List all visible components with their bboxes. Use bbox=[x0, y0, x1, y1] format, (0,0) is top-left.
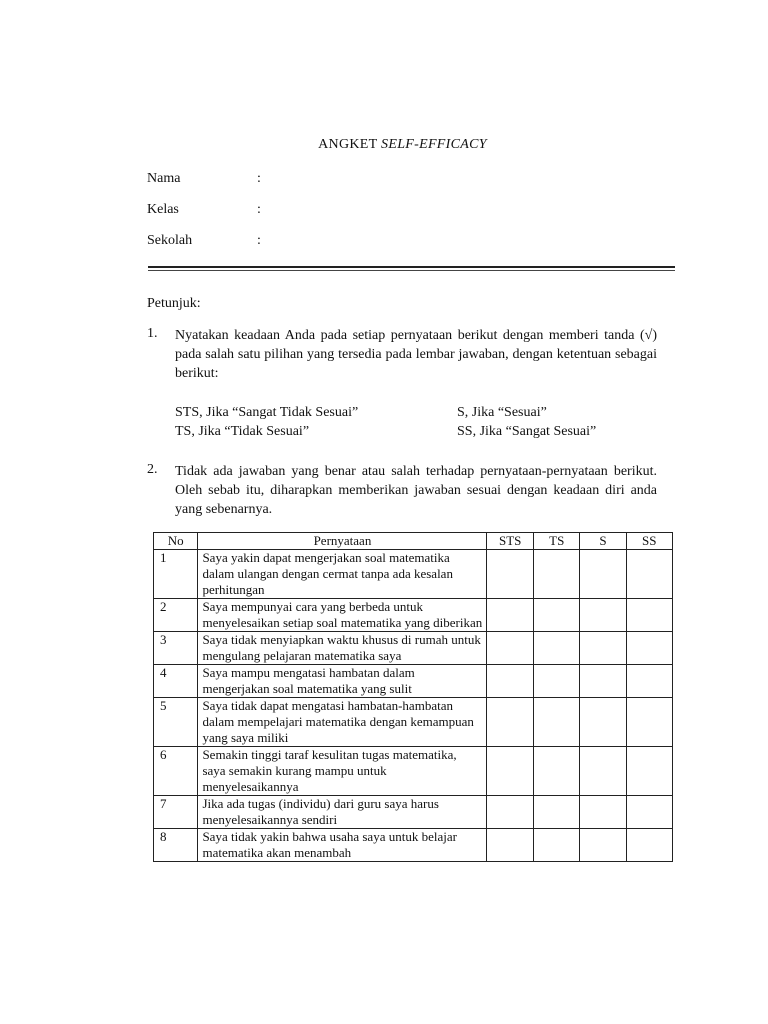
answer-cell-s[interactable] bbox=[580, 747, 626, 796]
row-number: 4 bbox=[154, 665, 198, 698]
header-ts: TS bbox=[534, 533, 580, 550]
row-statement: Saya yakin dapat mengerjakan soal matematika dalam ulangan dengan cermat tanpa ada kesalan perhitungan bbox=[198, 550, 487, 599]
answer-cell-ss[interactable] bbox=[626, 632, 672, 665]
answer-cell-sts[interactable] bbox=[487, 599, 534, 632]
answer-cell-ss[interactable] bbox=[626, 599, 672, 632]
instruction-number: 2. bbox=[147, 462, 158, 477]
legend-ts: TS, Jika “Tidak Sesuai” bbox=[175, 424, 310, 439]
answer-cell-ts[interactable] bbox=[534, 829, 580, 862]
questionnaire-table bbox=[153, 532, 673, 862]
field-label: Kelas bbox=[147, 202, 179, 217]
answer-cell-ss[interactable] bbox=[626, 747, 672, 796]
answer-cell-s[interactable] bbox=[580, 698, 626, 747]
field-kelas bbox=[147, 202, 261, 218]
table-row bbox=[154, 747, 673, 796]
row-number: 7 bbox=[154, 796, 198, 829]
answer-cell-sts[interactable] bbox=[487, 550, 534, 599]
row-statement: Saya tidak menyiapkan waktu khusus di rumah untuk mengulang pelajaran matematika saya bbox=[198, 632, 487, 665]
answer-cell-ts[interactable] bbox=[534, 665, 580, 698]
instruction-number: 1. bbox=[147, 326, 158, 341]
row-number: 6 bbox=[154, 747, 198, 796]
row-statement: Saya tidak yakin bahwa usaha saya untuk belajar matematika akan menambah bbox=[198, 829, 487, 862]
answer-cell-s[interactable] bbox=[580, 665, 626, 698]
table-row bbox=[154, 550, 673, 599]
table-row bbox=[154, 796, 673, 829]
instruction-text: Nyatakan keadaan Anda pada setiap pernyataan berikut dengan memberi tanda (√) pada salah satu pilihan yang tersedia pada lembar jawaban, dengan ketentuan sebagai berikut: bbox=[175, 328, 657, 381]
answer-cell-ss[interactable] bbox=[626, 796, 672, 829]
row-number: 5 bbox=[154, 698, 198, 747]
page-title bbox=[0, 137, 768, 153]
answer-cell-ts[interactable] bbox=[534, 632, 580, 665]
answer-cell-s[interactable] bbox=[580, 632, 626, 665]
field-sekolah bbox=[147, 233, 261, 249]
answer-cell-sts[interactable] bbox=[487, 665, 534, 698]
field-nama bbox=[147, 171, 261, 187]
table-row bbox=[154, 665, 673, 698]
row-number: 8 bbox=[154, 829, 198, 862]
answer-cell-s[interactable] bbox=[580, 829, 626, 862]
answer-cell-sts[interactable] bbox=[487, 747, 534, 796]
field-colon: : bbox=[257, 233, 261, 248]
divider-thin bbox=[148, 270, 675, 271]
instruction-item-2 bbox=[147, 462, 657, 522]
header-no: No bbox=[154, 533, 198, 550]
answer-cell-ts[interactable] bbox=[534, 747, 580, 796]
table-row bbox=[154, 698, 673, 747]
instruction-text: Tidak ada jawaban yang benar atau salah terhadap pernyataan-pernyataan berikut. Oleh sebab itu, diharapkan memberikan jawaban sesuai dengan keadaan diri anda yang sebenarnya. bbox=[175, 464, 657, 517]
row-number: 1 bbox=[154, 550, 198, 599]
row-statement: Saya mempunyai cara yang berbeda untuk menyelesaikan setiap soal matematika yang diberikan bbox=[198, 599, 487, 632]
header-sts: STS bbox=[487, 533, 534, 550]
title-emphasis: SELF-EFFICACY bbox=[381, 137, 487, 152]
row-number: 3 bbox=[154, 632, 198, 665]
field-colon: : bbox=[257, 202, 261, 217]
row-number: 2 bbox=[154, 599, 198, 632]
table-row bbox=[154, 632, 673, 665]
legend-sts: STS, Jika “Sangat Tidak Sesuai” bbox=[175, 405, 359, 420]
answer-cell-sts[interactable] bbox=[487, 698, 534, 747]
table-row bbox=[154, 829, 673, 862]
answer-cell-ts[interactable] bbox=[534, 599, 580, 632]
row-statement: Saya tidak dapat mengatasi hambatan-hambatan dalam mempelajari matematika dengan kemampuan yang saya miliki bbox=[198, 698, 487, 747]
answer-cell-s[interactable] bbox=[580, 796, 626, 829]
header-pernyataan: Pernyataan bbox=[198, 533, 487, 550]
answer-cell-sts[interactable] bbox=[487, 829, 534, 862]
divider-thick bbox=[148, 266, 675, 268]
legend-ss: SS, Jika “Sangat Sesuai” bbox=[457, 424, 597, 439]
answer-cell-ts[interactable] bbox=[534, 796, 580, 829]
field-label: Sekolah bbox=[147, 233, 193, 248]
answer-cell-sts[interactable] bbox=[487, 632, 534, 665]
header-s: S bbox=[580, 533, 626, 550]
answer-cell-s[interactable] bbox=[580, 599, 626, 632]
field-colon: : bbox=[257, 171, 261, 186]
answer-cell-ss[interactable] bbox=[626, 698, 672, 747]
instructions-heading: Petunjuk: bbox=[147, 296, 201, 311]
answer-cell-ss[interactable] bbox=[626, 550, 672, 599]
answer-cell-ss[interactable] bbox=[626, 829, 672, 862]
legend-s: S, Jika “Sesuai” bbox=[457, 405, 547, 420]
header-ss: SS bbox=[626, 533, 672, 550]
table-row bbox=[154, 599, 673, 632]
title-prefix: ANGKET bbox=[318, 137, 382, 152]
row-statement: Saya mampu mengatasi hambatan dalam mengerjakan soal matematika yang sulit bbox=[198, 665, 487, 698]
answer-cell-sts[interactable] bbox=[487, 796, 534, 829]
answer-cell-s[interactable] bbox=[580, 550, 626, 599]
instruction-item-1 bbox=[147, 326, 657, 386]
table-header-row bbox=[154, 533, 673, 550]
answer-cell-ts[interactable] bbox=[534, 550, 580, 599]
row-statement: Jika ada tugas (individu) dari guru saya harus menyelesaikannya sendiri bbox=[198, 796, 487, 829]
field-label: Nama bbox=[147, 171, 181, 186]
answer-cell-ts[interactable] bbox=[534, 698, 580, 747]
answer-cell-ss[interactable] bbox=[626, 665, 672, 698]
row-statement: Semakin tinggi taraf kesulitan tugas matematika, saya semakin kurang mampu untuk menyelesaikannya bbox=[198, 747, 487, 796]
